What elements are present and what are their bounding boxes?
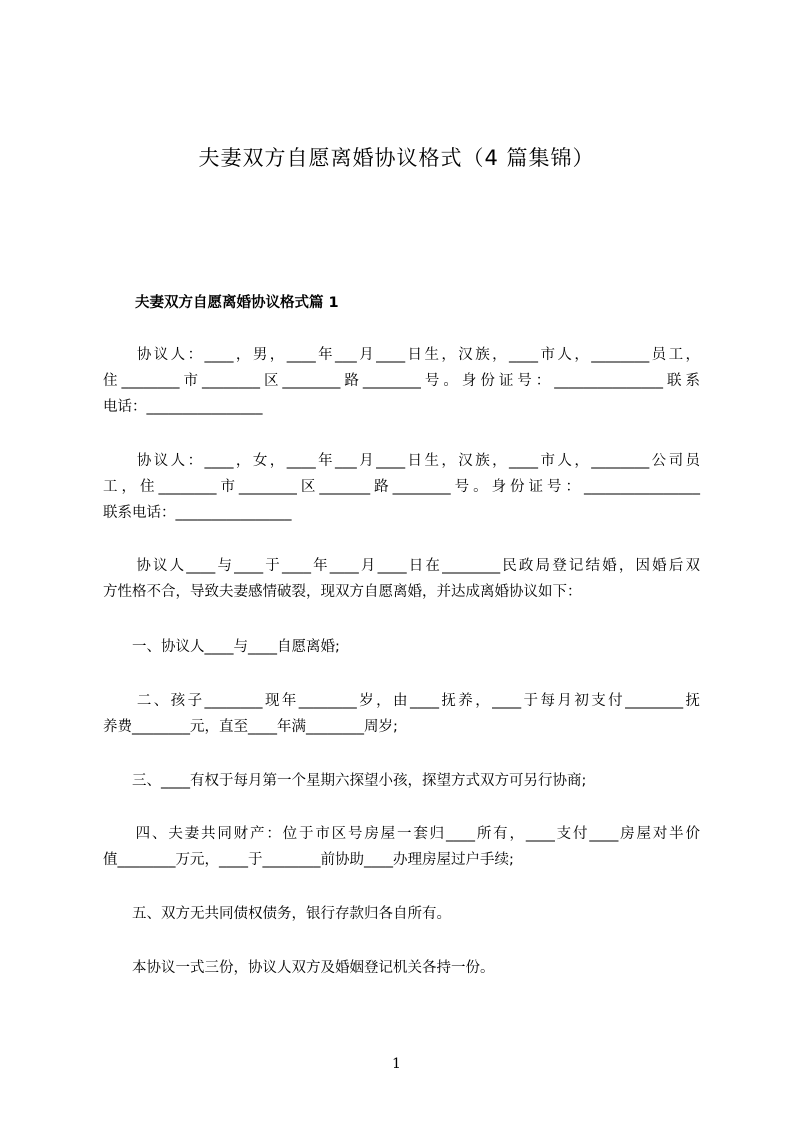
page-number: 1: [392, 1056, 401, 1072]
paragraph-line: 协议人：____，男，____年___月____日生，汉族，____市人，________员工，: [103, 347, 700, 363]
paragraph-line: 二、孩子________现年________岁，由____抚养，____于每月初支付________抚: [103, 693, 700, 709]
clause-3: [103, 768, 700, 794]
paragraph-line: 电话：________________: [103, 399, 263, 415]
paragraph-line: 住________市________区________路________号。身份证号：_______________联系: [103, 373, 700, 389]
paragraph-line: 养费________元，直至____年满________周岁;: [103, 719, 398, 735]
paragraph-line: 协议人：____，女，____年___月____日生，汉族，____市人，________公司员: [103, 453, 700, 469]
paragraph-line: 协议人____与____于____年____月____日在________民政局登记结婚，因婚后双: [103, 558, 700, 574]
clause-2: [103, 688, 700, 740]
paragraph-line: 工，住________市________区_______路________号。身份证号：________________: [103, 479, 700, 495]
paragraph-party-male: [103, 342, 700, 420]
document-title: 夫妻双方自愿离婚协议格式（4 篇集锦）: [198, 146, 595, 170]
closing-paragraph: [103, 955, 700, 981]
paragraph-line: 五、双方无共同债权债务，银行存款归各自所有。: [103, 906, 451, 922]
paragraph-line: 值________万元，____于________前协助____办理房屋过户手续;: [103, 852, 514, 868]
clause-4: [103, 821, 700, 873]
clause-5: [103, 901, 700, 927]
paragraph-line: 三、____有权于每月第一个星期六探望小孩，探望方式双方可另行协商;: [103, 773, 587, 789]
paragraph-party-female: [103, 448, 700, 526]
paragraph-marriage-info: [103, 553, 700, 605]
paragraph-line: 四、夫妻共同财产：位于市区号房屋一套归____所有，____支付____房屋对半价: [103, 826, 700, 842]
section-subtitle: 夫妻双方自愿离婚协议格式篇 1: [135, 295, 339, 311]
paragraph-line: 联系电话：________________: [103, 505, 292, 521]
paragraph-line: 一、协议人____与____自愿离婚;: [103, 639, 340, 655]
clause-1: [103, 634, 700, 660]
paragraph-line: 方性格不合，导致夫妻感情破裂，现双方自愿离婚，并达成离婚协议如下：: [103, 584, 582, 600]
paragraph-line: 本协议一式三份，协议人双方及婚姻登记机关各持一份。: [103, 960, 495, 976]
